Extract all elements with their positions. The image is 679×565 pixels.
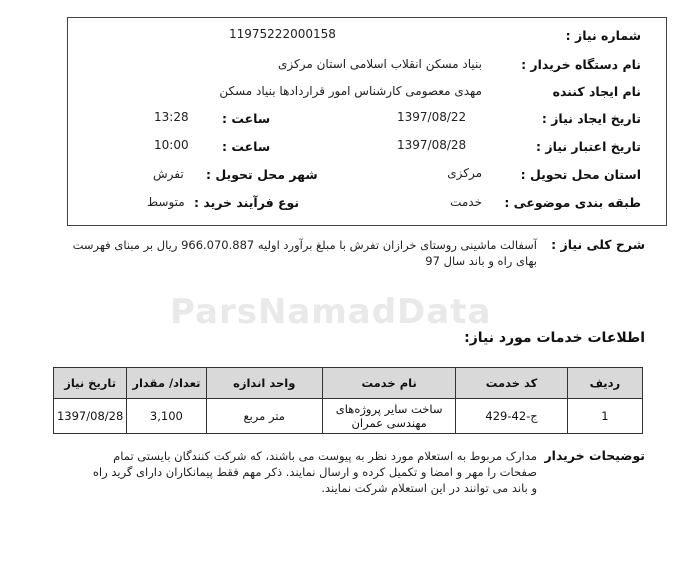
header-service-code: کد خدمت xyxy=(456,368,567,399)
buyer-notes-text: مدارک مربوط به استعلام مورد نظر به پیوست می باشند، که شرکت کنندگان بایستی تمام صفحات را مهر و امضا و تکمیل کرده و ارسال نمایند. ذکر مهم فقط پیمانکاران دارای گرید راه و باند می توانند در این استعلام شرکت نمایند. xyxy=(92,449,537,495)
city-label: شهر محل تحویل : xyxy=(206,167,318,182)
valid-date-value: 1397/08/28 xyxy=(397,138,467,152)
category-label: طبقه بندی موضوعی : xyxy=(504,195,641,210)
cell-row-number: 1 xyxy=(567,399,642,434)
header-need-date: تاریخ نیاز xyxy=(54,368,127,399)
cell-quantity: 3,100 xyxy=(127,399,206,434)
creator-label: نام ایجاد کننده xyxy=(552,84,641,99)
services-title: اطلاعات خدمات مورد نیاز: xyxy=(464,330,645,346)
buyer-notes-label: توضیحات خریدار xyxy=(544,448,645,463)
cell-need-date: 1397/08/28 xyxy=(54,399,127,434)
table-row xyxy=(54,399,643,434)
created-date-value: 1397/08/22 xyxy=(397,110,467,124)
watermark: ParsNamadData xyxy=(170,292,492,332)
created-time-value: 13:28 xyxy=(154,110,189,124)
category-value: خدمت xyxy=(450,195,482,209)
province-value: مرکزی xyxy=(447,166,482,180)
city-value: تفرش xyxy=(153,167,184,181)
header-quantity: تعداد/ مقدار xyxy=(127,368,206,399)
valid-time-value: 10:00 xyxy=(154,138,189,152)
cell-service-name: ساخت سایر پروژه‌های مهندسی عمران xyxy=(322,399,455,434)
valid-date-label: تاریخ اعتبار نیاز : xyxy=(536,139,641,154)
process-label: نوع فرآیند خرید : xyxy=(194,195,300,210)
summary-label: شرح کلی نیاز : xyxy=(551,237,645,252)
table-header-row xyxy=(54,368,643,399)
created-time-label: ساعت : xyxy=(222,111,271,126)
process-value: متوسط xyxy=(147,195,185,209)
province-label: استان محل تحویل : xyxy=(520,167,641,182)
buyer-org-value: بنیاد مسکن انقلاب اسلامی استان مرکزی xyxy=(278,57,482,71)
cell-unit: متر مربع xyxy=(206,399,322,434)
services-table xyxy=(53,367,643,434)
created-date-label: تاریخ ایجاد نیاز : xyxy=(541,111,641,126)
header-service-name: نام خدمت xyxy=(322,368,455,399)
creator-value: مهدی معصومی کارشناس امور قراردادها بنیاد مسکن xyxy=(219,84,482,98)
header-unit: واحد اندازه xyxy=(206,368,322,399)
valid-time-label: ساعت : xyxy=(222,139,271,154)
cell-service-code: ج-42-429 xyxy=(456,399,567,434)
summary-text: آسفالت ماشینی روستای خرازان تفرش با مبلغ برآورد اولیه 966.070.887 ریال بر مبنای فهرست بهای راه و باند سال 97 xyxy=(72,238,537,268)
header-row-number: ردیف xyxy=(567,368,642,399)
need-number-value: 11975222000158 xyxy=(229,27,336,41)
need-number-label: شماره نیاز : xyxy=(565,28,641,43)
buyer-org-label: نام دستگاه خریدار : xyxy=(521,57,641,72)
